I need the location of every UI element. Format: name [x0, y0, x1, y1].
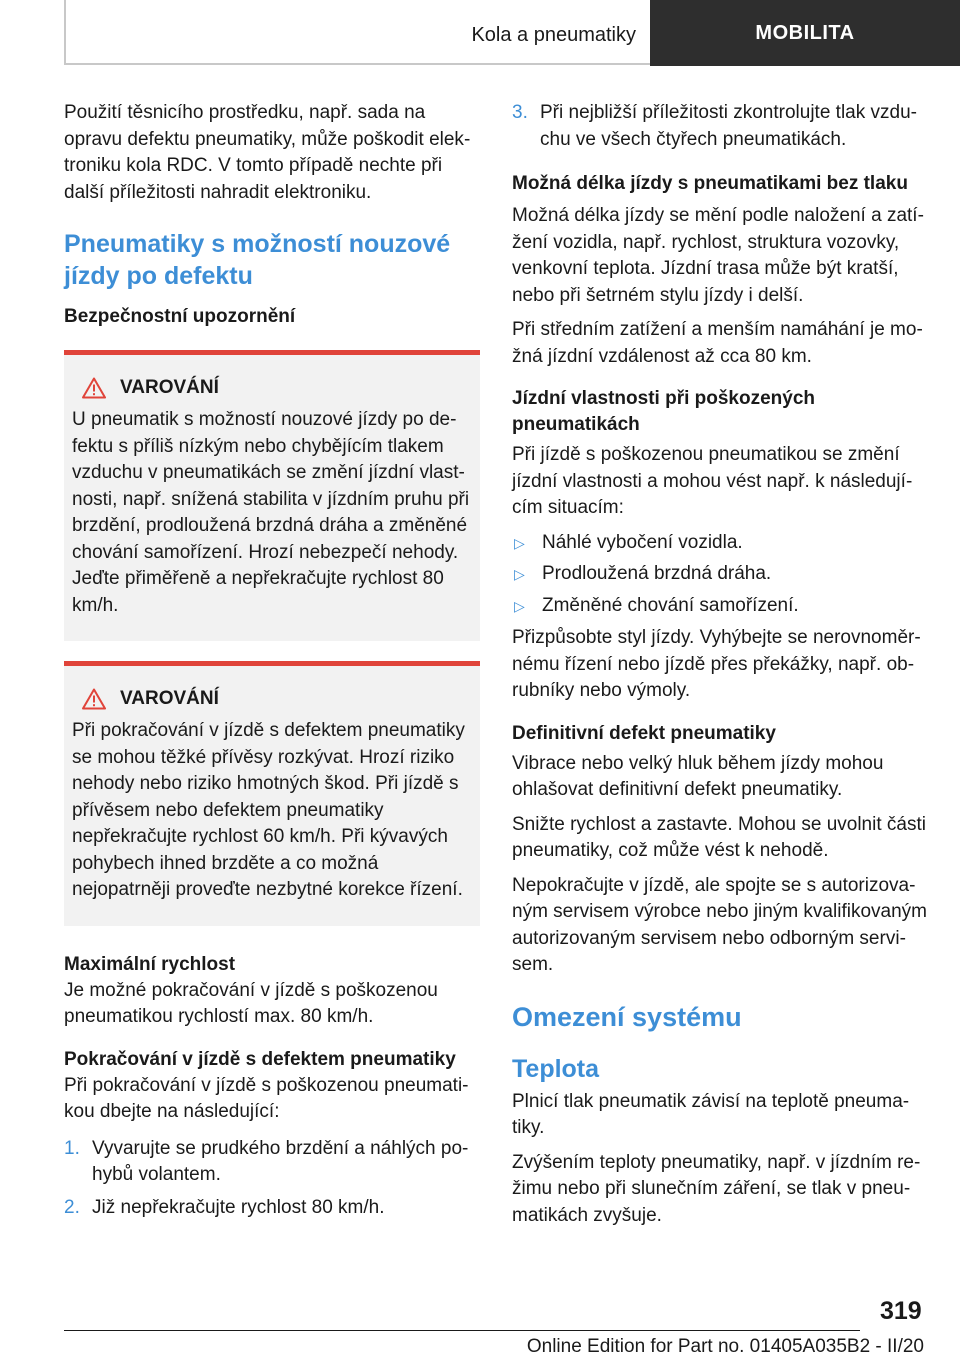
warning-title-text-2: VAROVÁNÍ: [120, 688, 219, 709]
warning-triangle-icon: [82, 377, 106, 399]
bullet-arrow-icon: ▷: [514, 534, 525, 551]
header-rule-left: [64, 0, 66, 64]
definitive-defect-paragraph-2: Snižte rychlost a zastavte. Mohou se uvolnit části pneumatiky, což může vést k nehodě.: [512, 813, 926, 861]
bullet-text: Náhlé vybočení vozidla.: [542, 531, 743, 553]
bullet-arrow-icon: ▷: [514, 597, 525, 614]
bullet-text: Prodloužená brzdná dráha.: [542, 563, 772, 584]
intro-paragraph: Použití těsnicího prostředku, např. sada na opravu defektu pneumatiky, může poškodit elektroniku kola RDC. V tomto případě nechte při další příležitosti nahradit elektroniku.: [64, 102, 471, 203]
header-chapter-tab: MOBILITA: [650, 0, 960, 66]
right-column: [512, 100, 928, 1229]
footer-rule: [64, 1330, 860, 1331]
list-item: [512, 593, 928, 620]
steps-list-continued: [512, 100, 928, 153]
continue-heading: Pokračování v jízdě s defektem pneumatiky: [64, 1048, 456, 1070]
warning-title-1: [72, 375, 470, 401]
driving-properties-heading: Jízdní vlastnosti při poškozených pneumatikách: [512, 388, 816, 435]
header-section-title: Kola a pneumatiky: [471, 24, 636, 46]
max-speed-paragraph: Je možné pokračování v jízdě s poškozenou pneumatikou rychlostí max. 80 km/h.: [64, 979, 438, 1027]
temperature-heading: Teplota: [512, 1054, 600, 1083]
warning-box-2: [64, 661, 480, 926]
adapt-paragraph: Přizpůsobte styl jízdy. Vyhýbejte se nerovnoměrnému řízení nebo jízdě přes překážky, např. obrubníky nebo výmoly.: [512, 627, 921, 701]
section-heading: Pneumatiky s možností nouzové jízdy po defektu: [64, 230, 451, 290]
definitive-defect-paragraph-1: Vibrace nebo velký hluk během jízdy mohou ohlašovat definitivní defekt pneumatiky.: [512, 752, 884, 800]
header-rule-bottom: [64, 63, 650, 65]
step-number: 3.: [512, 102, 528, 123]
bullet-arrow-icon: ▷: [514, 566, 525, 582]
page-number: 319: [880, 1297, 922, 1325]
step-number: 1.: [64, 1137, 80, 1159]
step-number: 2.: [64, 1196, 80, 1218]
warning-text-2: Při pokračování v jízdě s defektem pneumatiky se mohou těžké přívěsy rozkývat. Hrozí riziko nehody nebo riziko hmotných škod. Při jízdě s přívěsem nebo defektem pneumatiky nepřekračujte rychlost 60 km/h. Při kývavých pohybech ihned brzděte a co možná nejopatrněji proveďte nezbytné korekce řízení.: [72, 720, 465, 900]
effects-list: [512, 530, 928, 620]
system-limits-heading: Omezení systému: [512, 1001, 742, 1032]
list-item: [512, 561, 928, 588]
footer-edition: Online Edition for Part no. 01405A035B2 - II/20: [526, 1336, 924, 1357]
warning-title-text-1: VAROVÁNÍ: [120, 377, 219, 398]
step-text: Při nejbližší příležitosti zkontrolujte tlak vzduchu ve všech čtyřech pneumatikách.: [540, 102, 917, 150]
steps-list: [64, 1136, 480, 1222]
definitive-defect-heading: Definitivní defekt pneumatiky: [512, 722, 776, 744]
bullet-text: Změněné chování samořízení.: [542, 594, 799, 616]
warning-text-1: U pneumatik s možností nouzové jízdy po defektu s příliš nízkým nebo chybějícím tlakem vzduchu v pneumatikách se změní jízdní vlastnosti, např. snížená stabilita v jízdním pruhu při brzdění, prodloužená brzdná dráha a změněné chování samořízení. Hrozí nebezpečí nehody. Jeďte přiměřeně a nepřekračujte rychlost 80 km/h.: [72, 409, 470, 616]
driving-properties-paragraph: Při jízdě s poškozenou pneumatikou se změní jízdní vlastnosti a mohou vést např. k následujícím situacím:: [512, 444, 913, 518]
continue-paragraph: Při pokračování v jízdě s poškozenou pneumatikou dbejte na následující:: [64, 1074, 469, 1122]
warning-box-1: [64, 350, 480, 641]
range-heading: Možná délka jízdy s pneumatikami bez tlaku: [512, 173, 908, 194]
step-text: Již nepřekračujte rychlost 80 km/h.: [92, 1196, 385, 1218]
warning-triangle-icon: [82, 688, 106, 710]
temperature-paragraph-2: Zvýšením teploty pneumatiky, např. v jízdním režimu nebo při slunečním záření, se tlak v pneumatikách zvyšuje.: [512, 1151, 921, 1226]
definitive-defect-paragraph-3: Nepokračujte v jízdě, ale spojte se s autorizovaným servisem výrobce nebo jiným kvalifikovaným autorizovaným servisem nebo odborným servisem.: [512, 874, 927, 975]
step-text: Vyvarujte se prudkého brzdění a náhlých pohybů volantem.: [92, 1137, 469, 1185]
list-item: [64, 1136, 480, 1189]
list-item: [64, 1195, 480, 1222]
left-column: [64, 100, 480, 1221]
warning-title-2: [72, 686, 470, 712]
range-paragraph-1: Možná délka jízdy se mění podle naložení a zatížení vozidla, např. rychlost, struktura vozovky, venkovní teplota. Jízdní trasa může být kratší, nebo při šetrném stylu jízdy i delší.: [512, 205, 924, 306]
range-paragraph-2: Při středním zatížení a menším namáhání je možná jízdní vzdálenost až cca 80 km.: [512, 319, 923, 367]
temperature-paragraph-1: Plnicí tlak pneumatik závisí na teplotě pneumatiky.: [512, 1090, 910, 1138]
list-item: [512, 530, 928, 557]
safety-subheading: Bezpečnostní upozornění: [64, 306, 296, 327]
list-item: [512, 100, 928, 153]
max-speed-heading: Maximální rychlost: [64, 953, 236, 975]
